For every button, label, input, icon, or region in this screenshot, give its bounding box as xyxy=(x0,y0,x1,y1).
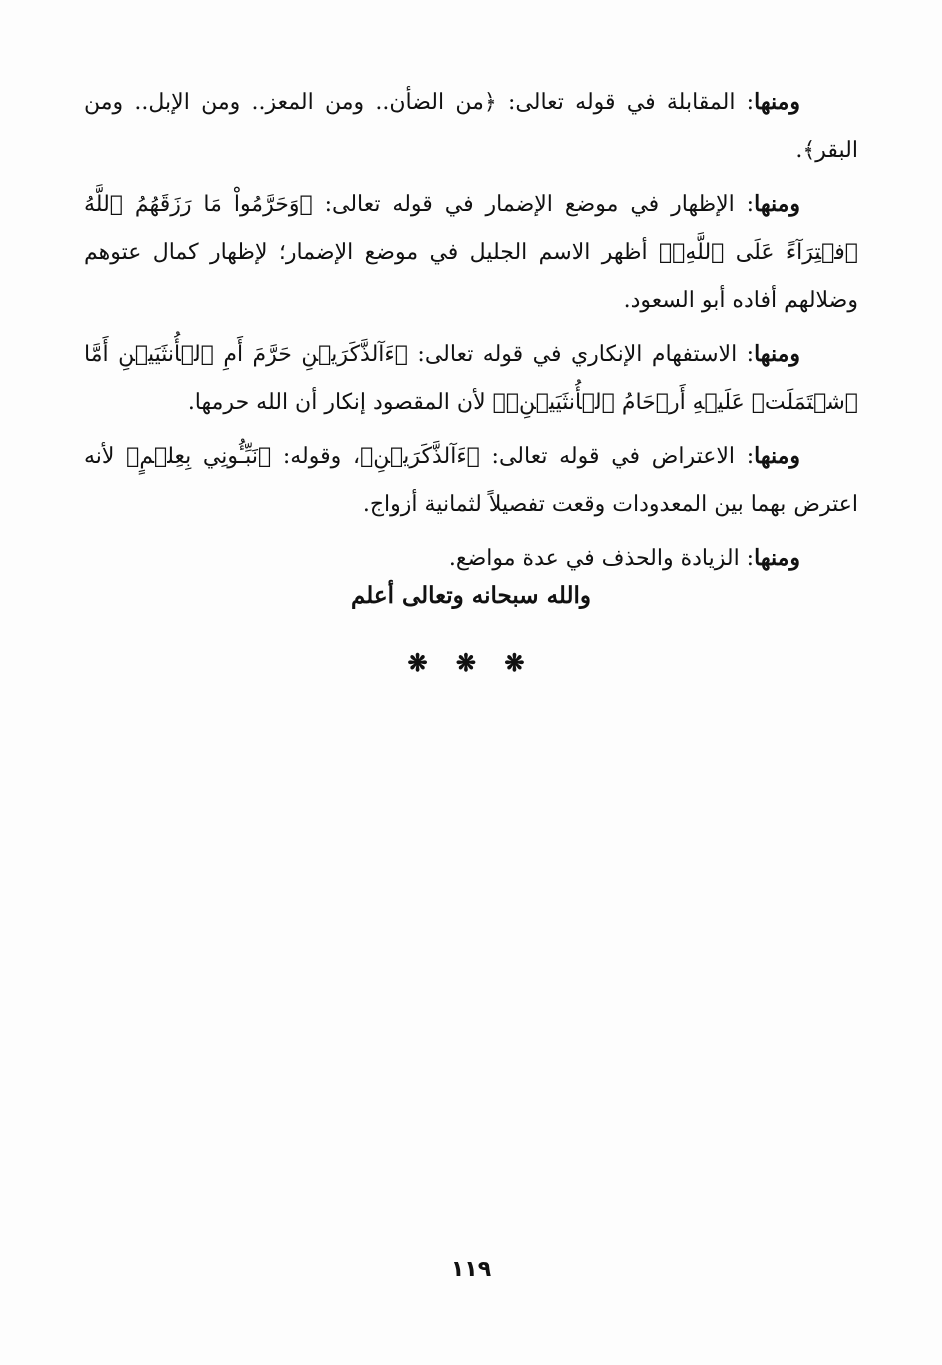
paragraph-text: : الزيادة والحذف في عدة مواضع. xyxy=(448,546,755,571)
paragraph-text: لأنه اعترض بهما بين المعدودات وقعت تفصيلاً لثمانية أزواج. xyxy=(84,444,858,517)
quran-quote: ﴿ءَآلذَّكَرَيۡنِ﴾ xyxy=(360,444,480,469)
paragraph-text: ، وقوله: xyxy=(271,444,361,469)
paragraph-muqabala xyxy=(84,78,858,175)
paragraph-lead: ومنها xyxy=(754,191,800,217)
quran-quote: ﴿ءَآلذَّكَرَيۡنِ حَرَّمَ أَمِ ٱلۡأُنثَيَيۡنِ أَمَّا ٱشۡتَمَلَتۡ عَلَيۡهِ أَرۡحَامُ ٱلۡأُنثَيَيۡنِۖ﴾ xyxy=(84,342,858,415)
paragraph-lead: ومنها xyxy=(754,443,800,469)
paragraph-text: . xyxy=(795,138,803,163)
paragraph-text: أظهر الاسم الجليل في موضع الإضمار؛ لإظهار كمال عتوهم وضلالهم أفاده أبو السعود. xyxy=(84,240,858,313)
paragraph-lead: ومنها xyxy=(754,545,800,571)
paragraph-ziyada xyxy=(84,534,858,583)
body-text xyxy=(84,78,858,588)
paragraph-text: : الإظهار في موضع الإضمار في قوله تعالى: xyxy=(312,192,755,217)
paragraph-iatirad xyxy=(84,432,858,529)
quran-quote: ﴿نَبِّـُٔونِي بِعِلۡمٍ﴾ xyxy=(126,444,272,469)
closing-phrase: والله سبحانه وتعالى أعلم xyxy=(350,582,592,609)
paragraph-text: لأن المقصود إنكار أن الله حرمها. xyxy=(187,390,493,415)
paragraph-lead: ومنها xyxy=(754,89,800,115)
page-number: ١١٩ xyxy=(450,1257,492,1282)
section-separator: ❋ ❋ ❋ xyxy=(407,648,535,677)
quran-quote: ﴿وَحَرَّمُواْ مَا رَزَقَهُمُ ٱللَّهُ ٱفۡتِرَآءً عَلَى ٱللَّهِۚ﴾ xyxy=(84,192,858,265)
paragraph-text: : الاعتراض في قوله تعالى: xyxy=(479,444,755,469)
paragraph-izhar xyxy=(84,180,858,325)
paragraph-text: : الاستفهام الإنكاري في قوله تعالى: xyxy=(407,342,755,367)
paragraph-text: : المقابلة في قوله تعالى: xyxy=(496,90,755,115)
quran-quote: ﴿من الضأن.. ومن المعز.. ومن الإبل.. ومن البقر﴾ xyxy=(84,90,858,163)
paragraph-lead: ومنها xyxy=(754,341,800,367)
paragraph-istifham xyxy=(84,330,858,427)
